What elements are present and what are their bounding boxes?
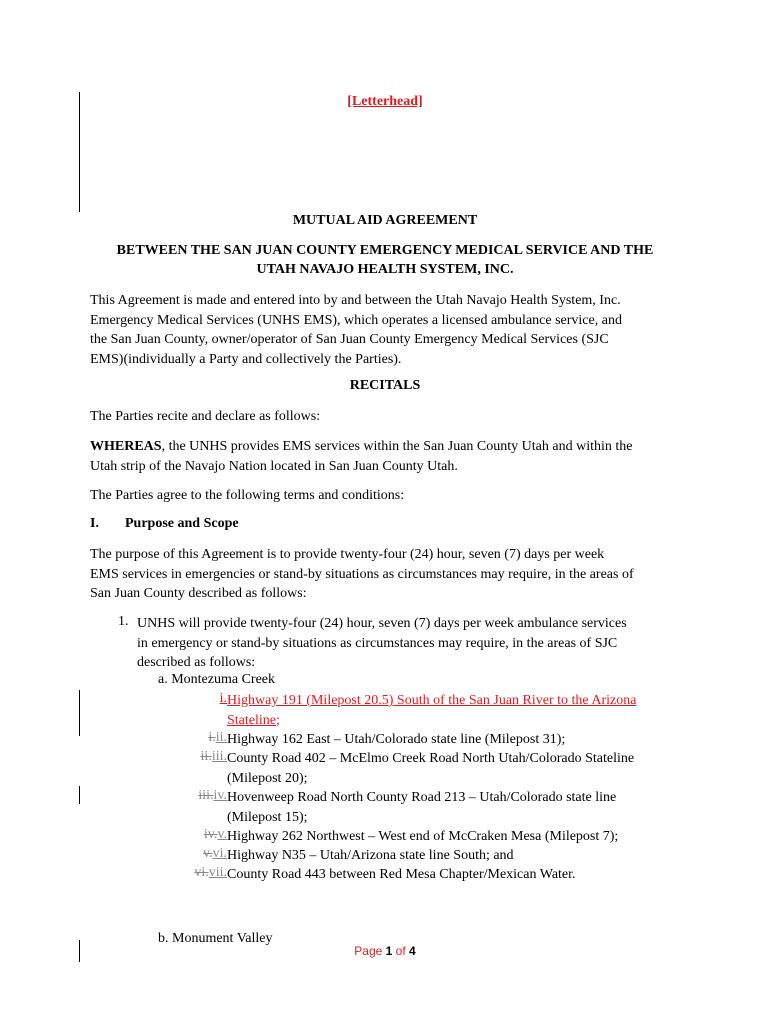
recite-paragraph: The Parties recite and declare as follows: [90,409,321,424]
roman-item: County Road 402 – McElmo Creek Road North Utah/Colorado Stateline (Milepost 20); [227,751,635,786]
roman-marker: i.ii. [208,730,227,745]
whereas-paragraph: WHEREAS, the UNHS provides EMS services within the San Juan County Utah and within the Utah strip of the Navajo Nation located in San Juan County Utah. [90,439,633,474]
intro-paragraph: This Agreement is made and entered into by and between the Utah Navajo Health System, Inc. Emergency Medical Services (UNHS EMS), which operates a licensed ambulance service, and the San Juan County, owner/operator of San Juan County Emergency Medical Services (SJC EMS)(individually a Party and collectively the Parties). [90,293,622,367]
subitem-a: a. Montezuma Creek [158,672,276,687]
change-bar [79,92,80,212]
roman-item: County Road 443 between Red Mesa Chapter/Mexican Water. [227,867,576,882]
item-1-text: UNHS will provide twenty-four (24) hour, seven (7) days per week ambulance services in emergency or stand-by situations as circumstances may require, in the areas of SJC described as follows: [137,616,627,670]
recitals-heading: RECITALS [349,378,421,393]
roman-item: Highway 191 (Milepost 20.5) South of the San Juan River to the Arizona Stateline; [227,693,637,728]
roman-item: Hovenweep Road North County Road 213 – Utah/Colorado state line (Milepost 15); [227,790,617,825]
subtitle-line-1: BETWEEN THE SAN JUAN COUNTY EMERGENCY MEDICAL SERVICE AND THE [116,243,654,258]
page-footer: Page 1 of 4 [354,944,416,958]
roman-item: Highway N35 – Utah/Arizona state line South; and [227,848,514,863]
roman-item: Highway 162 East – Utah/Colorado state line (Milepost 31); [227,732,566,747]
roman-marker: iv.v. [203,827,227,842]
change-bar [79,690,80,736]
change-bar [79,786,80,804]
purpose-paragraph: The purpose of this Agreement is to provide twenty-four (24) hour, seven (7) days per week EMS services in emergencies or stand-by situations as circumstances may require, in the areas of San Juan County described as follows: [90,547,634,601]
section-number: I. [90,516,99,531]
roman-marker: v.vi. [203,846,227,861]
letterhead: [Letterhead] [347,94,423,109]
roman-item: Highway 262 Northwest – West end of McCraken Mesa (Milepost 7); [227,829,619,844]
roman-marker: ii.iii. [200,749,227,764]
roman-marker: iii.iv. [198,788,227,803]
subitem-b: b. Monument Valley [158,931,273,946]
item-number: 1. [118,614,129,629]
roman-marker: i. [219,691,227,706]
roman-marker: vi.vii. [194,865,227,880]
section-title: Purpose and Scope [125,516,239,531]
subtitle-line-2: UTAH NAVAJO HEALTH SYSTEM, INC. [256,262,514,277]
document-title: MUTUAL AID AGREEMENT [292,213,478,228]
agree-paragraph: The Parties agree to the following terms and conditions: [90,488,405,503]
